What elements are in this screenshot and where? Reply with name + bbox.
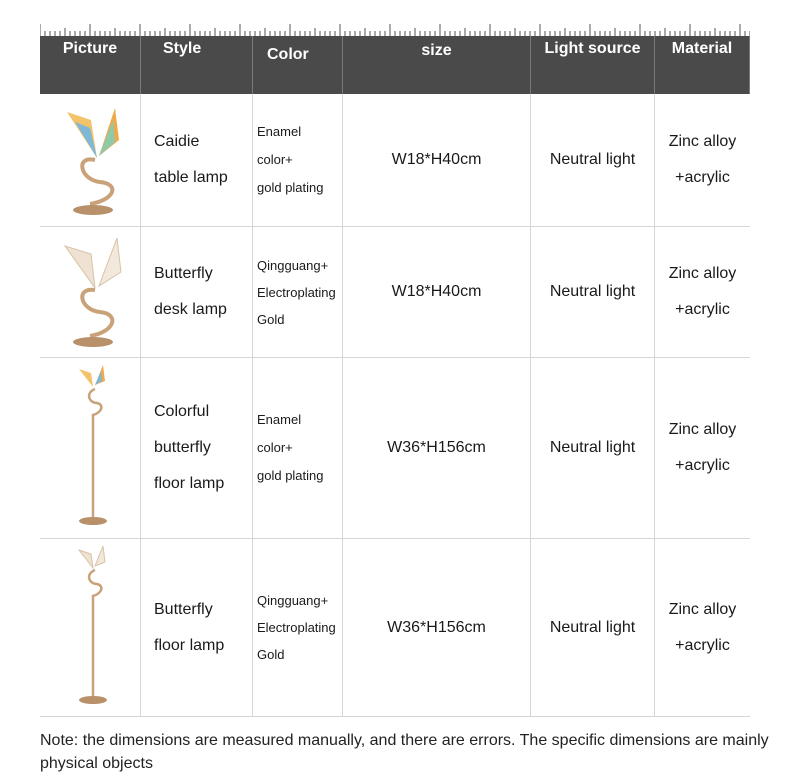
spec-table xyxy=(40,36,750,717)
color-line: Enamel xyxy=(257,412,302,427)
color-cell xyxy=(253,94,343,226)
style-line: desk lamp xyxy=(154,301,227,318)
style-line: Colorful xyxy=(154,403,210,420)
style-cell xyxy=(141,539,253,716)
size-cell: W18*H40cm xyxy=(343,94,531,226)
style-cell xyxy=(141,94,253,226)
color-line: color+ xyxy=(257,152,293,167)
picture-cell xyxy=(40,358,141,538)
style-line: Butterfly xyxy=(154,265,213,282)
material-cell xyxy=(655,227,750,357)
dimensions-note: Note: the dimensions are measured manually, and there are errors. The specific dimensions are mainly physical objects xyxy=(40,732,769,772)
color-cell xyxy=(253,227,343,357)
table-row xyxy=(40,539,750,717)
size-cell: W18*H40cm xyxy=(343,227,531,357)
material-line: +acrylic xyxy=(675,636,730,654)
color-line: gold plating xyxy=(257,180,324,195)
material-cell xyxy=(655,358,750,538)
header-material: Material xyxy=(655,36,750,94)
light-source-cell: Neutral light xyxy=(531,94,655,226)
style-line: butterfly xyxy=(154,439,211,456)
material-line: +acrylic xyxy=(675,301,730,318)
color-cell xyxy=(253,539,343,716)
style-cell xyxy=(141,358,253,538)
color-cell xyxy=(253,358,343,538)
header-light-source: Light source xyxy=(531,36,655,94)
header-size: size xyxy=(343,36,531,94)
header-picture: Picture xyxy=(40,36,141,94)
color-line: color+ xyxy=(257,440,293,455)
size-cell: W36*H156cm xyxy=(343,539,531,716)
color-line: Qingguang+ xyxy=(257,257,329,273)
style-line: table lamp xyxy=(154,169,228,186)
material-cell xyxy=(655,94,750,226)
material-line: +acrylic xyxy=(675,457,730,474)
light-source-cell: Neutral light xyxy=(531,227,655,357)
size-cell: W36*H156cm xyxy=(343,358,531,538)
picture-cell xyxy=(40,539,141,716)
table-row xyxy=(40,358,750,539)
style-cell xyxy=(141,227,253,357)
color-line: Electroplating xyxy=(257,284,336,300)
style-line: Butterfly xyxy=(154,600,213,618)
table-row xyxy=(40,227,750,358)
style-line: floor lamp xyxy=(154,636,225,654)
table-row xyxy=(40,94,750,227)
picture-cell xyxy=(40,94,141,226)
header-color: Color xyxy=(253,36,343,94)
color-line: Electroplating xyxy=(257,620,336,635)
colorful-butterfly-table-lamp-image xyxy=(45,100,135,220)
material-cell xyxy=(655,539,750,716)
color-line: Enamel xyxy=(257,124,302,139)
material-line: Zinc alloy xyxy=(668,600,737,618)
style-line: Caidie xyxy=(154,133,200,150)
white-butterfly-desk-lamp-image xyxy=(45,232,135,352)
color-line: Gold xyxy=(257,311,285,327)
table-header xyxy=(40,36,750,94)
header-style: Style xyxy=(141,36,253,94)
color-line: Gold xyxy=(257,647,285,662)
style-line: floor lamp xyxy=(154,475,225,492)
material-line: Zinc alloy xyxy=(668,133,737,150)
material-line: +acrylic xyxy=(675,169,730,186)
light-source-cell: Neutral light xyxy=(531,358,655,538)
light-source-cell: Neutral light xyxy=(531,539,655,716)
white-butterfly-floor-lamp-image xyxy=(45,544,135,712)
color-line: gold plating xyxy=(257,468,324,483)
material-line: Zinc alloy xyxy=(668,265,737,282)
material-line: Zinc alloy xyxy=(668,421,737,438)
colorful-butterfly-floor-lamp-image xyxy=(45,363,135,533)
color-line: Qingguang+ xyxy=(257,593,329,608)
picture-cell xyxy=(40,227,141,357)
